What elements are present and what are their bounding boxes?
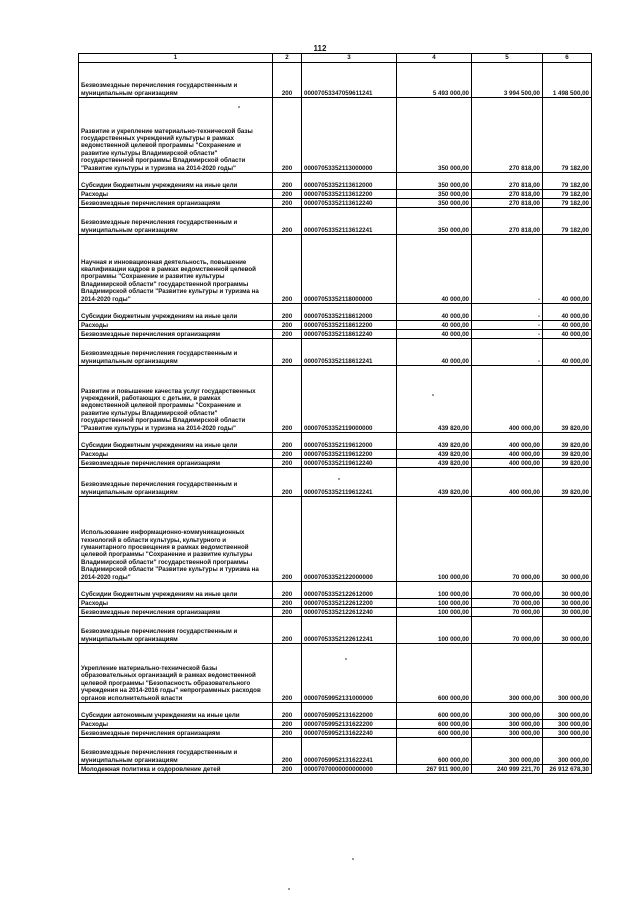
row-value-executed: 400 000,00 bbox=[472, 450, 543, 459]
row-value-approved: 350 000,00 bbox=[397, 173, 472, 190]
table-row bbox=[79, 98, 592, 173]
table-row bbox=[79, 468, 592, 497]
row-name: Безвозмездные перечисления организациям bbox=[79, 608, 273, 617]
table-row bbox=[79, 765, 592, 774]
row-name: Субсидии бюджетным учреждениям на иные цели bbox=[79, 304, 273, 321]
row-kbk: 00007053352122000000 bbox=[302, 497, 397, 582]
row-kbk: 00007053352119000000 bbox=[302, 366, 397, 433]
row-code: 200 bbox=[273, 497, 302, 582]
row-name: Расходы bbox=[79, 321, 273, 330]
row-name: Субсидии бюджетным учреждениям на иные цели bbox=[79, 582, 273, 599]
row-code: 200 bbox=[273, 199, 302, 208]
row-value-unexecuted: 40 000,00 bbox=[543, 330, 592, 339]
row-value-unexecuted: 79 182,00 bbox=[543, 173, 592, 190]
row-value-executed: 300 000,00 bbox=[472, 703, 543, 720]
column-header: 1 bbox=[79, 54, 273, 63]
row-value-executed: - bbox=[472, 330, 543, 339]
row-code: 200 bbox=[273, 720, 302, 729]
table-row bbox=[79, 173, 592, 190]
row-value-executed: 400 000,00 bbox=[472, 433, 543, 450]
scan-speck bbox=[352, 858, 354, 860]
table-row bbox=[79, 729, 592, 738]
row-value-unexecuted: 300 000,00 bbox=[543, 738, 592, 765]
row-value-executed: - bbox=[472, 304, 543, 321]
row-code: 200 bbox=[273, 459, 302, 468]
row-value-approved: 600 000,00 bbox=[397, 729, 472, 738]
row-kbk: 00007053352122612240 bbox=[302, 608, 397, 617]
row-value-approved: 40 000,00 bbox=[397, 321, 472, 330]
row-kbk: 00007053352119612200 bbox=[302, 450, 397, 459]
row-value-unexecuted: 79 182,00 bbox=[543, 199, 592, 208]
row-value-executed: 270 818,00 bbox=[472, 199, 543, 208]
row-code: 200 bbox=[273, 608, 302, 617]
column-header: 6 bbox=[543, 54, 592, 63]
table-row bbox=[79, 366, 592, 433]
row-value-approved: 439 820,00 bbox=[397, 468, 472, 497]
row-value-unexecuted: 39 820,00 bbox=[543, 366, 592, 433]
row-code: 200 bbox=[273, 729, 302, 738]
row-code: 200 bbox=[273, 738, 302, 765]
row-value-executed: 300 000,00 bbox=[472, 720, 543, 729]
row-name: Безвозмездные перечисления организациям bbox=[79, 330, 273, 339]
table-row bbox=[79, 459, 592, 468]
row-kbk: 00007053352113612200 bbox=[302, 190, 397, 199]
row-name: Субсидии автономным учреждениям на иные цели bbox=[79, 703, 273, 720]
row-name: Расходы bbox=[79, 450, 273, 459]
row-name: Безвозмездные перечисления государственным и муниципальным организациям bbox=[79, 617, 273, 644]
row-value-executed: - bbox=[472, 321, 543, 330]
row-value-unexecuted: 39 820,00 bbox=[543, 459, 592, 468]
row-value-approved: 5 493 000,00 bbox=[397, 63, 472, 98]
table-row bbox=[79, 450, 592, 459]
row-kbk: 00007053352118612000 bbox=[302, 304, 397, 321]
row-value-approved: 267 911 900,00 bbox=[397, 765, 472, 774]
budget-table bbox=[78, 53, 592, 774]
row-value-executed: 400 000,00 bbox=[472, 366, 543, 433]
row-kbk: 00007053352113000000 bbox=[302, 98, 397, 173]
table-row bbox=[79, 63, 592, 98]
row-name: Безвозмездные перечисления государственным и муниципальным организациям bbox=[79, 468, 273, 497]
row-name: Расходы bbox=[79, 599, 273, 608]
row-value-executed: 70 000,00 bbox=[472, 608, 543, 617]
row-code: 200 bbox=[273, 433, 302, 450]
row-code: 200 bbox=[273, 321, 302, 330]
row-value-unexecuted: 30 000,00 bbox=[543, 617, 592, 644]
row-kbk: 00007053352118000000 bbox=[302, 235, 397, 304]
row-name: Расходы bbox=[79, 720, 273, 729]
table-row bbox=[79, 321, 592, 330]
table-row bbox=[79, 644, 592, 703]
row-code: 200 bbox=[273, 644, 302, 703]
row-value-unexecuted: 30 000,00 bbox=[543, 608, 592, 617]
table-row bbox=[79, 199, 592, 208]
row-kbk: 00007059952131622200 bbox=[302, 720, 397, 729]
column-header: 4 bbox=[397, 54, 472, 63]
row-value-approved: 100 000,00 bbox=[397, 608, 472, 617]
row-kbk: 00007059952131622000 bbox=[302, 703, 397, 720]
row-name: Безвозмездные перечисления государственным и муниципальным организациям bbox=[79, 738, 273, 765]
row-kbk: 00007070000000000000 bbox=[302, 765, 397, 774]
row-code: 200 bbox=[273, 235, 302, 304]
row-kbk: 00007053352118612241 bbox=[302, 339, 397, 366]
row-value-executed: - bbox=[472, 235, 543, 304]
table-row bbox=[79, 497, 592, 582]
column-header: 2 bbox=[273, 54, 302, 63]
row-value-unexecuted: 300 000,00 bbox=[543, 703, 592, 720]
scan-speck bbox=[338, 478, 340, 480]
row-value-executed: 70 000,00 bbox=[472, 497, 543, 582]
row-value-approved: 439 820,00 bbox=[397, 433, 472, 450]
row-name: Развитие и укрепление материально-технической базы государственных учреждений культуры в рамках ведомственной целевой программы "Сохранение и развитие культуры Владимирской области" государственной программы Владимирской области "Развитие культуры и туризма на 2014-2020 годы" bbox=[79, 98, 273, 173]
row-value-approved: 439 820,00 bbox=[397, 459, 472, 468]
row-code: 200 bbox=[273, 98, 302, 173]
row-kbk: 00007053352119612000 bbox=[302, 433, 397, 450]
table-header-row bbox=[79, 54, 592, 63]
row-value-approved: 350 000,00 bbox=[397, 190, 472, 199]
row-code: 200 bbox=[273, 304, 302, 321]
row-kbk: 00007053352118612240 bbox=[302, 330, 397, 339]
table-row bbox=[79, 433, 592, 450]
row-name: Безвозмездные перечисления государственным и муниципальным организациям bbox=[79, 208, 273, 235]
row-kbk: 00007053352118612200 bbox=[302, 321, 397, 330]
row-value-executed: 270 818,00 bbox=[472, 173, 543, 190]
row-value-executed: 400 000,00 bbox=[472, 459, 543, 468]
row-value-approved: 100 000,00 bbox=[397, 497, 472, 582]
row-value-unexecuted: 40 000,00 bbox=[543, 304, 592, 321]
table-row bbox=[79, 720, 592, 729]
row-value-unexecuted: 300 000,00 bbox=[543, 644, 592, 703]
row-value-unexecuted: 79 182,00 bbox=[543, 208, 592, 235]
row-kbk: 00007053352113612000 bbox=[302, 173, 397, 190]
row-code: 200 bbox=[273, 173, 302, 190]
row-kbk: 00007059952131000000 bbox=[302, 644, 397, 703]
row-value-executed: 300 000,00 bbox=[472, 729, 543, 738]
table-row bbox=[79, 190, 592, 199]
row-value-unexecuted: 40 000,00 bbox=[543, 235, 592, 304]
row-value-executed: 300 000,00 bbox=[472, 738, 543, 765]
row-value-approved: 100 000,00 bbox=[397, 617, 472, 644]
table-row bbox=[79, 703, 592, 720]
row-kbk: 00007059952131622240 bbox=[302, 729, 397, 738]
row-value-unexecuted: 39 820,00 bbox=[543, 450, 592, 459]
table-row bbox=[79, 208, 592, 235]
column-header: 3 bbox=[302, 54, 397, 63]
row-code: 200 bbox=[273, 765, 302, 774]
row-value-executed: 400 000,00 bbox=[472, 468, 543, 497]
row-value-unexecuted: 39 820,00 bbox=[543, 468, 592, 497]
row-name: Безвозмездные перечисления государственным и муниципальным организациям bbox=[79, 63, 273, 98]
row-value-approved: 40 000,00 bbox=[397, 339, 472, 366]
row-code: 200 bbox=[273, 582, 302, 599]
row-value-unexecuted: 300 000,00 bbox=[543, 729, 592, 738]
row-name: Развитие и повышение качества услуг государственных учреждений, работающих с детьми, в рамках ведомственной целевой программы "Сохранение и развитие культуры Владимирской области" государственной программы Владимирской области "Развитие культуры и туризма на 2014-2020 годы" bbox=[79, 366, 273, 433]
row-kbk: 00007053352122612000 bbox=[302, 582, 397, 599]
row-kbk: 00007053347059611241 bbox=[302, 63, 397, 98]
table-row bbox=[79, 330, 592, 339]
row-name: Безвозмездные перечисления организациям bbox=[79, 199, 273, 208]
row-name: Расходы bbox=[79, 190, 273, 199]
row-kbk: 00007053352113612241 bbox=[302, 208, 397, 235]
table-row bbox=[79, 617, 592, 644]
row-value-executed: 70 000,00 bbox=[472, 599, 543, 608]
row-value-unexecuted: 40 000,00 bbox=[543, 321, 592, 330]
scan-speck bbox=[345, 658, 347, 660]
row-value-unexecuted: 30 000,00 bbox=[543, 599, 592, 608]
row-value-approved: 600 000,00 bbox=[397, 720, 472, 729]
table-row bbox=[79, 738, 592, 765]
row-value-approved: 600 000,00 bbox=[397, 738, 472, 765]
scan-speck bbox=[288, 888, 290, 890]
row-kbk: 00007053352113612240 bbox=[302, 199, 397, 208]
row-value-approved: 40 000,00 bbox=[397, 330, 472, 339]
row-value-executed: 270 818,00 bbox=[472, 190, 543, 199]
page-number: 112 bbox=[313, 44, 327, 53]
row-value-unexecuted: 79 182,00 bbox=[543, 190, 592, 199]
row-value-approved: 600 000,00 bbox=[397, 703, 472, 720]
table-row bbox=[79, 304, 592, 321]
row-code: 200 bbox=[273, 450, 302, 459]
row-name: Использование информационно-коммуникационных технологий в области культуры, культурного и гуманитарного просвещения в рамках ведомственной целевой программы "Сохранение и развитие культуры Владимирской области" государственной программы Владимирской области "Развитие культуры и туризма на 2014-2020 годы" bbox=[79, 497, 273, 582]
row-kbk: 00007059952131622241 bbox=[302, 738, 397, 765]
row-value-approved: 350 000,00 bbox=[397, 98, 472, 173]
row-code: 200 bbox=[273, 63, 302, 98]
table-row bbox=[79, 599, 592, 608]
table-row bbox=[79, 608, 592, 617]
scan-speck bbox=[432, 394, 434, 396]
row-value-executed: 70 000,00 bbox=[472, 582, 543, 599]
row-value-unexecuted: 26 912 678,30 bbox=[543, 765, 592, 774]
row-code: 200 bbox=[273, 190, 302, 199]
row-code: 200 bbox=[273, 366, 302, 433]
row-value-unexecuted: 40 000,00 bbox=[543, 339, 592, 366]
row-value-executed: 240 999 221,70 bbox=[472, 765, 543, 774]
row-name: Молодежная политика и оздоровление детей bbox=[79, 765, 273, 774]
row-kbk: 00007053352119612241 bbox=[302, 468, 397, 497]
row-value-unexecuted: 39 820,00 bbox=[543, 433, 592, 450]
row-kbk: 00007053352122612200 bbox=[302, 599, 397, 608]
row-code: 200 bbox=[273, 617, 302, 644]
table-row bbox=[79, 339, 592, 366]
table-row bbox=[79, 235, 592, 304]
column-header: 5 bbox=[472, 54, 543, 63]
row-code: 200 bbox=[273, 703, 302, 720]
row-value-approved: 600 000,00 bbox=[397, 644, 472, 703]
row-value-executed: 3 994 500,00 bbox=[472, 63, 543, 98]
row-name: Укрепление материально-технической базы образовательных организаций в рамках ведомственной целевой программы "Безопасность образовательного учреждения на 2014-2016 годы" непрограммных расходов органов исполнительной власти bbox=[79, 644, 273, 703]
row-value-approved: 439 820,00 bbox=[397, 450, 472, 459]
row-code: 200 bbox=[273, 339, 302, 366]
row-kbk: 00007053352122612241 bbox=[302, 617, 397, 644]
row-value-executed: 70 000,00 bbox=[472, 617, 543, 644]
row-name: Безвозмездные перечисления государственным и муниципальным организациям bbox=[79, 339, 273, 366]
row-name: Безвозмездные перечисления организациям bbox=[79, 459, 273, 468]
row-value-approved: 40 000,00 bbox=[397, 235, 472, 304]
row-value-executed: 300 000,00 bbox=[472, 644, 543, 703]
row-value-unexecuted: 1 498 500,00 bbox=[543, 63, 592, 98]
row-value-unexecuted: 79 182,00 bbox=[543, 98, 592, 173]
row-value-executed: - bbox=[472, 339, 543, 366]
row-value-approved: 100 000,00 bbox=[397, 599, 472, 608]
scan-speck bbox=[238, 106, 240, 108]
row-name: Субсидии бюджетным учреждениям на иные цели bbox=[79, 173, 273, 190]
row-value-approved: 439 820,00 bbox=[397, 366, 472, 433]
row-code: 200 bbox=[273, 468, 302, 497]
table-row bbox=[79, 582, 592, 599]
row-value-unexecuted: 30 000,00 bbox=[543, 497, 592, 582]
row-value-unexecuted: 300 000,00 bbox=[543, 720, 592, 729]
row-value-approved: 40 000,00 bbox=[397, 304, 472, 321]
row-name: Субсидии бюджетным учреждениям на иные цели bbox=[79, 433, 273, 450]
row-value-approved: 100 000,00 bbox=[397, 582, 472, 599]
row-code: 200 bbox=[273, 208, 302, 235]
row-kbk: 00007053352119612240 bbox=[302, 459, 397, 468]
row-code: 200 bbox=[273, 330, 302, 339]
row-name: Научная и инновационная деятельность, повышение квалификации кадров в рамках ведомственной целевой программы "Сохранение и развитие культуры Владимирской области" государственной программы Владимирской области "Развитие культуры и туризма на 2014-2020 годы" bbox=[79, 235, 273, 304]
row-value-executed: 270 818,00 bbox=[472, 208, 543, 235]
row-value-approved: 350 000,00 bbox=[397, 199, 472, 208]
row-value-approved: 350 000,00 bbox=[397, 208, 472, 235]
row-code: 200 bbox=[273, 599, 302, 608]
row-value-unexecuted: 30 000,00 bbox=[543, 582, 592, 599]
row-name: Безвозмездные перечисления организациям bbox=[79, 729, 273, 738]
row-value-executed: 270 818,00 bbox=[472, 98, 543, 173]
budget-table-body bbox=[79, 54, 592, 774]
